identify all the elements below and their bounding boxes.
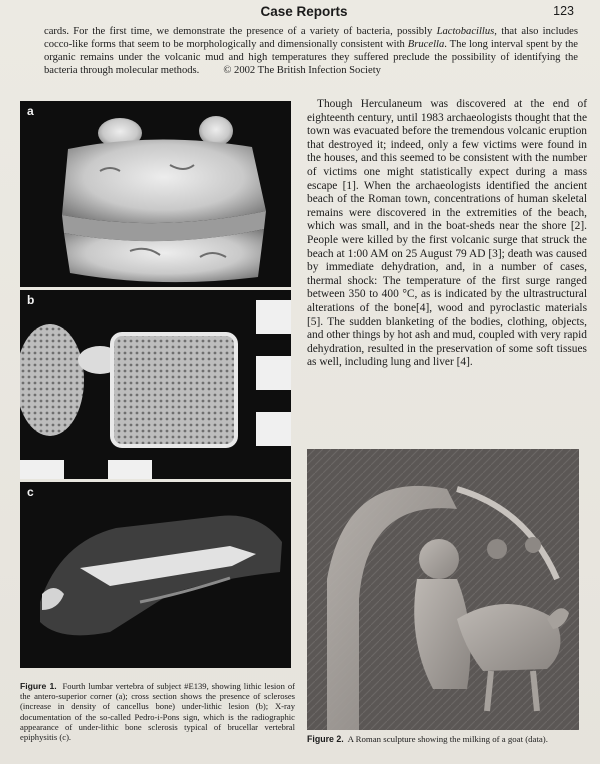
figure1-caption-text: Fourth lumbar vertebra of subject #E139, showing lithic lesion of the antero-superior corner (a); cross section shows the presence of scleroses (increase in density of cancellus bone) under-lithic lesion (b); X-ray documentation of the so-called Pedro-i-Pons sign, which is the radiographic appearance of under-lithic bone sclerosis typical of brucellar vertebral epiphysitis (c).: [20, 681, 295, 743]
abstract-text: , that also includes cocco-like forms that seem to be morphologically and dimensionally consistent with: [44, 26, 578, 50]
figure2-sculpture-photo: [307, 449, 579, 730]
body-paragraph: Though Herculaneum was discovered at the end of eighteenth century, until 1983 archaeologists thought that the town was evacuated before the tremendous volcanic eruption that destroyed it; indeed, only a few victims were found in the houses, and this seemed to be consistent with the number of victims one might statistically expect during a mass escape [1]. When the archaeologists identified the ancient beach of the Roman town, concentrations of human skeletal remains were discovered in the extremities of the beach, which was small, and in the boat-sheds near the shore [2]. People were killed by the first volcanic surge that struck the beach at 1:00 AM on 25 August 79 AD [3]; death was caused by immediate dehydration, and, in a number of cases, thermal shock: The temperature of the first surge ranged between 350 to 400 °C, as is indicated by the ultrastructural alterations of the bone[4], wood and pyroclastic materials [5]. The sudden blanketing of the bodies, clothing, objects, and other things by hot ash and mud, coupled with very rapid dehydration, resulted in the preservation of some soft tissues as well, including lung and liver [4].: [307, 98, 587, 369]
running-header: [28, 4, 580, 22]
figure1-panel-c: [20, 482, 291, 668]
abstract-italic-brucella: Brucella: [407, 39, 445, 50]
abstract-italic-lactobacillus: Lactobacillus: [436, 26, 495, 37]
vertebra-photo-a: [20, 101, 291, 287]
abstract-text: cards. For the first time, we demonstrate the presence of a variety of bacteria, possibly: [44, 26, 437, 37]
vertebra-cross-section-b: [20, 290, 291, 479]
figure2-caption: [307, 734, 592, 745]
abstract-paragraph: [44, 25, 578, 77]
figure1-caption: [20, 681, 295, 742]
panel-b-label: b: [27, 293, 35, 307]
figure2-caption-text: A Roman sculpture showing the milking of a goat (data).: [347, 734, 548, 744]
roman-sculpture-image: [307, 449, 579, 730]
page-number: 123: [553, 4, 574, 18]
figure1-panel-a: [20, 101, 291, 287]
abstract-text: . The long interval spent by the organic remains under the volcanic mud and high temperatures they suffered preclude the possibility of identifying the bacteria through molecular methods.: [44, 39, 579, 76]
panel-c-label: c: [27, 485, 34, 499]
copyright-line: © 2002 The British Infection Society: [223, 65, 381, 76]
figure1-panel-b: [20, 290, 291, 479]
figure2-caption-label: Figure 2.: [307, 734, 344, 744]
panel-a-label: a: [27, 104, 34, 118]
figure1-caption-label: Figure 1.: [20, 681, 57, 691]
section-title: Case Reports: [260, 4, 348, 19]
xray-image-c: [20, 482, 291, 668]
